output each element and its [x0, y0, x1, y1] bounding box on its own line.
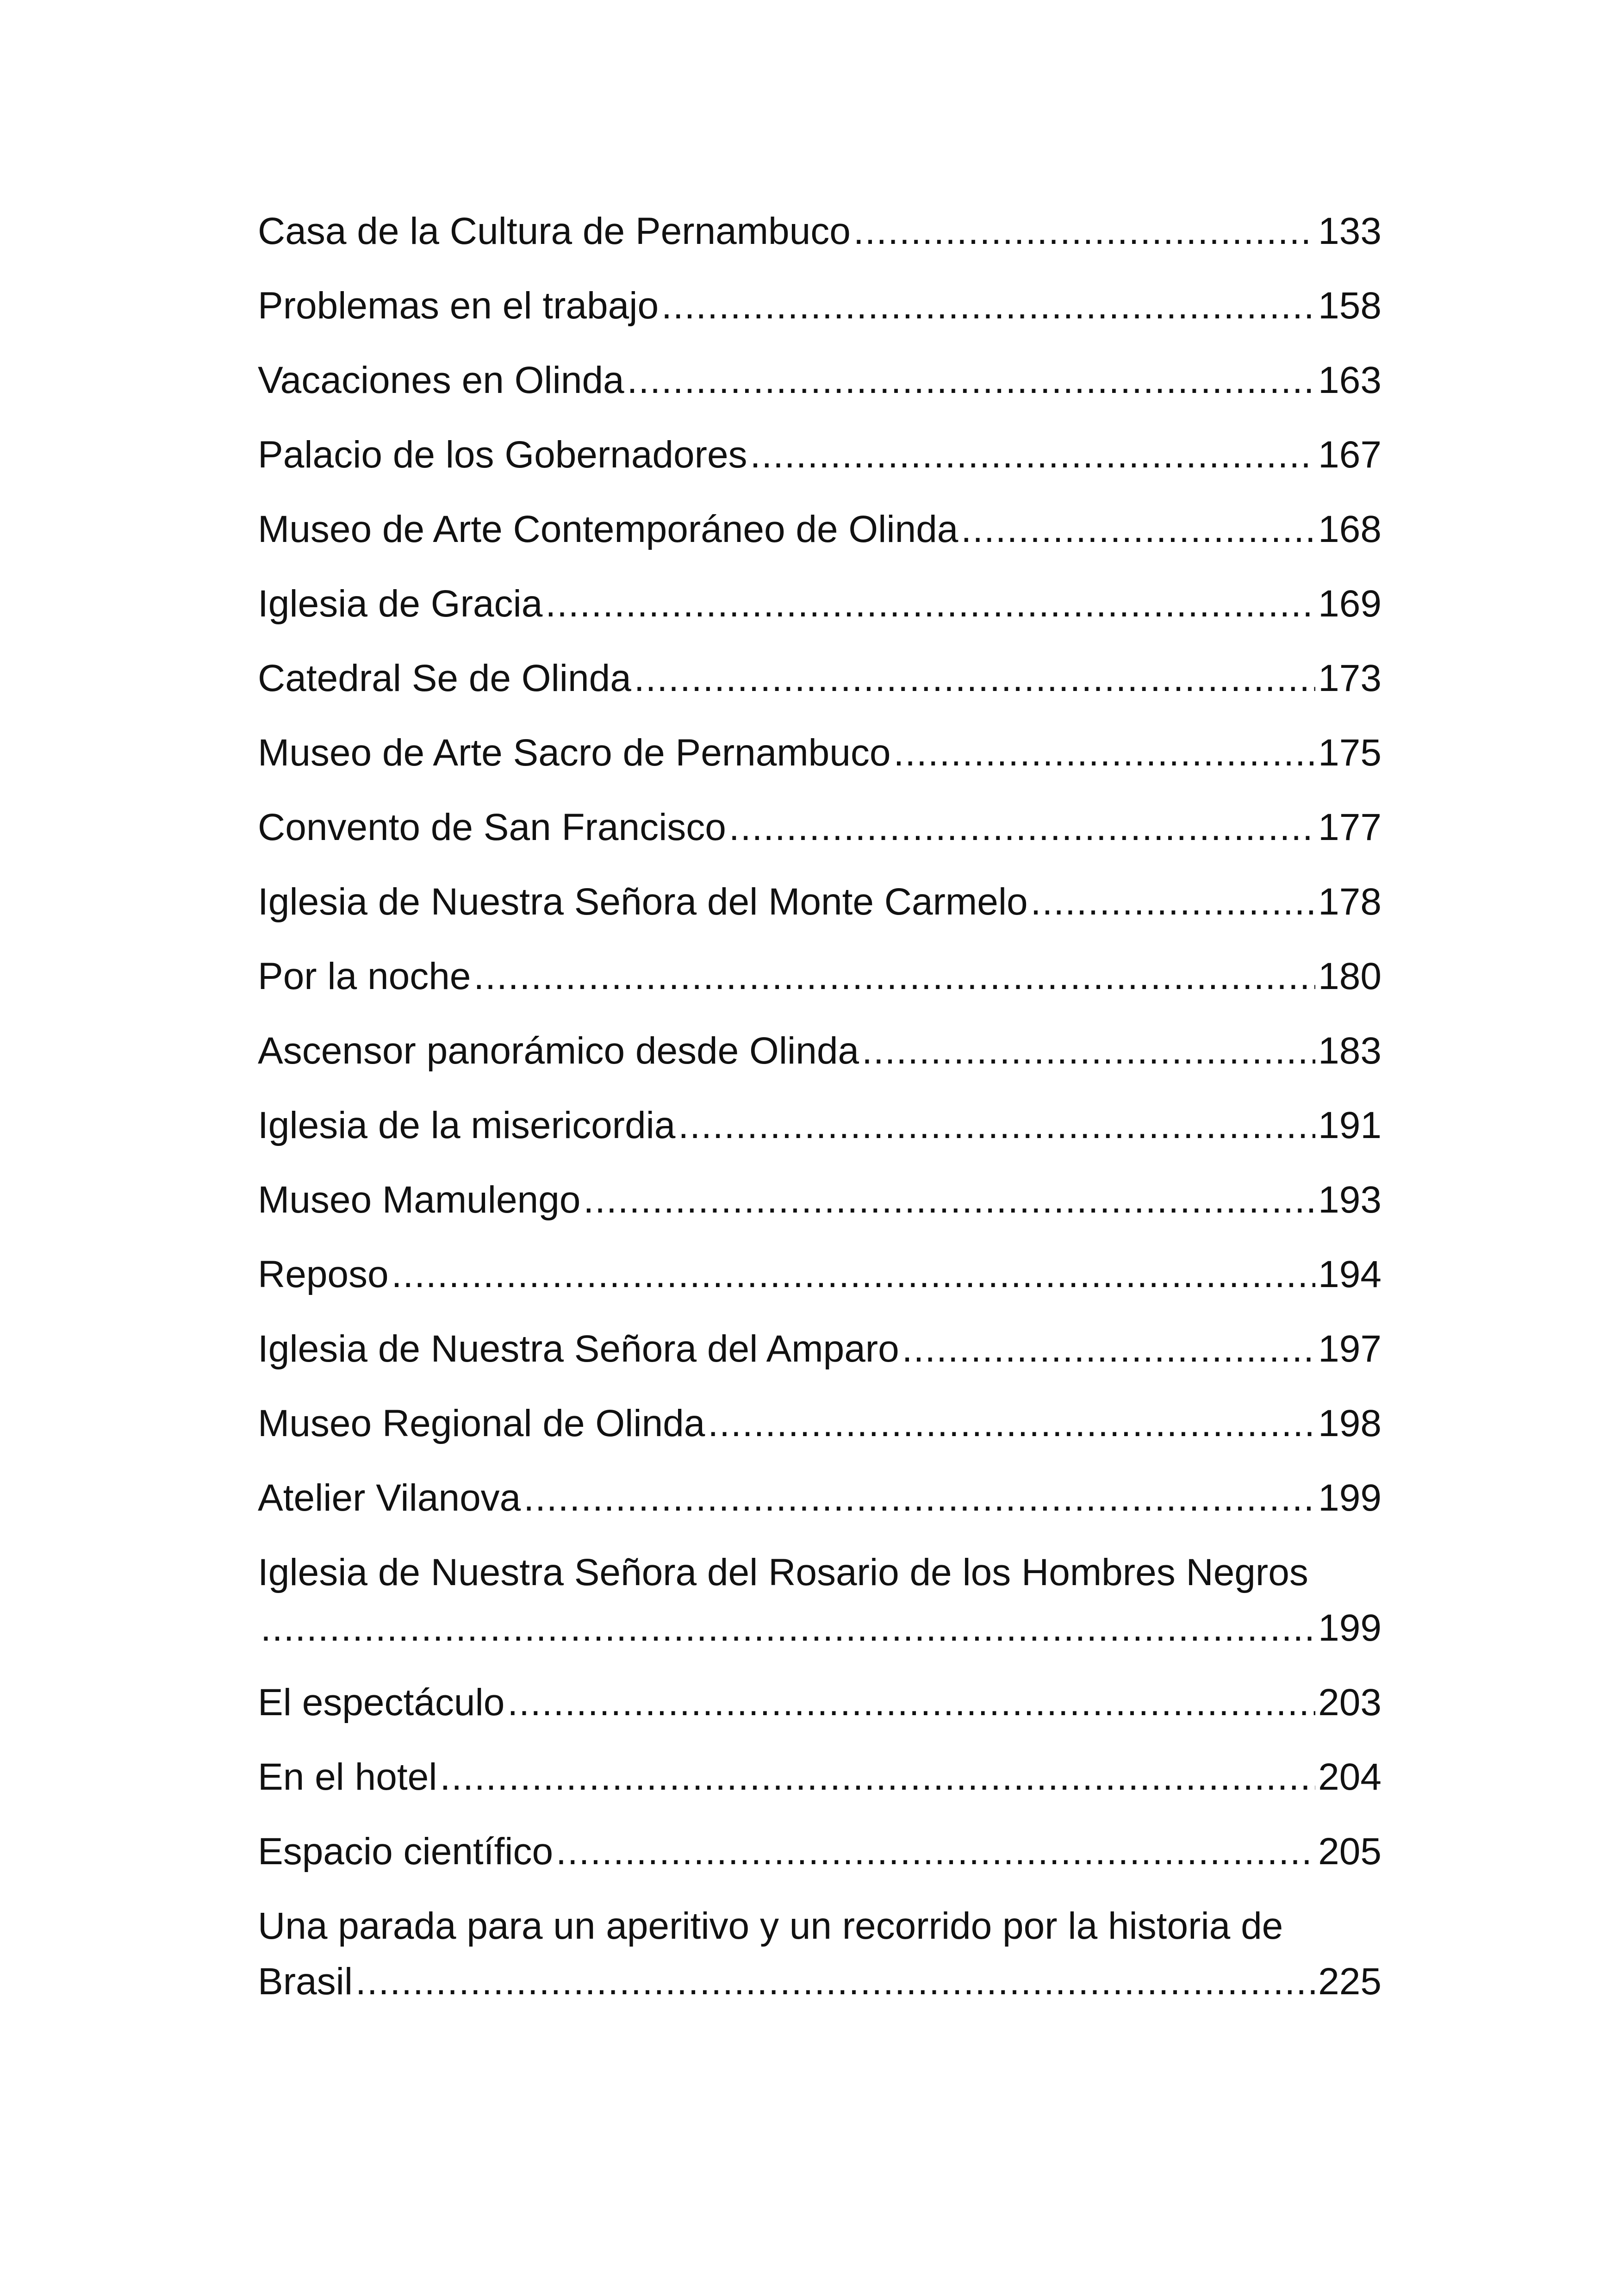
- toc-entry-page: 197: [1318, 1328, 1382, 1370]
- dot-leader: [392, 1247, 1316, 1302]
- toc-entry-title-continued: Brasil: [258, 1960, 353, 2003]
- toc-entry[interactable]: [258, 1749, 1382, 1824]
- toc-entry-title: Reposo: [258, 1253, 389, 1295]
- dot-leader: [1031, 874, 1316, 930]
- toc-entry[interactable]: [258, 651, 1382, 725]
- toc-entry-page: 183: [1318, 1030, 1382, 1072]
- dot-leader: [729, 800, 1315, 855]
- toc-entry[interactable]: [258, 1824, 1382, 1898]
- toc-entry-title: Iglesia de Nuestra Señora del Monte Carmelo: [258, 881, 1028, 923]
- toc-entry-title: Iglesia de Nuestra Señora del Rosario de los Hombres Negros: [258, 1551, 1308, 1593]
- toc-entry-title: Palacio de los Gobernadores: [258, 434, 747, 476]
- toc-entry[interactable]: [258, 949, 1382, 1023]
- toc-entry-page: 175: [1318, 732, 1382, 774]
- toc-entry[interactable]: [258, 1396, 1382, 1470]
- toc-entry-page: 198: [1318, 1402, 1382, 1444]
- toc-entry-title: Vacaciones en Olinda: [258, 359, 624, 401]
- table-of-contents: [258, 204, 1382, 2028]
- toc-entry-page: 180: [1318, 955, 1382, 997]
- toc-entry-title: Iglesia de Nuestra Señora del Amparo: [258, 1328, 899, 1370]
- toc-entry[interactable]: [258, 725, 1382, 800]
- toc-entry-page: 199: [1318, 1477, 1382, 1519]
- toc-entry[interactable]: [258, 1172, 1382, 1247]
- toc-entry-last-line: [258, 1954, 1382, 2010]
- toc-entry-last-line: [258, 1600, 1382, 1656]
- toc-entry-page: 203: [1318, 1681, 1382, 1724]
- toc-entry-page: 194: [1318, 1253, 1382, 1295]
- toc-entry-title: Una parada para un aperitivo y un recorrido por la historia de: [258, 1905, 1283, 1947]
- toc-entry-title: Espacio científico: [258, 1830, 554, 1873]
- toc-entry-title: Atelier Vilanova: [258, 1477, 521, 1519]
- dot-leader: [507, 1675, 1315, 1730]
- toc-entry-page: 178: [1318, 881, 1382, 923]
- dot-leader: [678, 1098, 1315, 1153]
- toc-entry[interactable]: [258, 1247, 1382, 1321]
- toc-entry[interactable]: [258, 1023, 1382, 1098]
- dot-leader: [661, 278, 1315, 334]
- toc-entry-multiline[interactable]: [258, 1545, 1382, 1656]
- toc-entry-title: Catedral Se de Olinda: [258, 657, 631, 699]
- toc-entry[interactable]: [258, 353, 1382, 427]
- toc-entry[interactable]: [258, 427, 1382, 502]
- toc-entry[interactable]: [258, 1675, 1382, 1749]
- dot-leader: [634, 651, 1315, 706]
- toc-entry-title: Museo Regional de Olinda: [258, 1402, 705, 1444]
- toc-entry-multiline[interactable]: [258, 1898, 1382, 2010]
- toc-entry[interactable]: [258, 502, 1382, 576]
- toc-entry-page: 225: [1318, 1960, 1382, 2003]
- toc-entry-page: 168: [1318, 508, 1382, 550]
- dot-leader: [440, 1749, 1316, 1805]
- toc-entry[interactable]: [258, 1321, 1382, 1396]
- dot-leader: [583, 1172, 1315, 1228]
- toc-entry-title: Museo de Arte Sacro de Pernambuco: [258, 732, 891, 774]
- dot-leader: [261, 1600, 1315, 1656]
- dot-leader: [627, 353, 1316, 408]
- toc-entry-page: 191: [1318, 1104, 1382, 1146]
- dot-leader: [708, 1396, 1315, 1451]
- toc-entry[interactable]: [258, 1470, 1382, 1545]
- toc-entry-title: Convento de San Francisco: [258, 806, 726, 848]
- toc-entry-page: 133: [1318, 210, 1382, 252]
- dot-leader: [556, 1824, 1315, 1879]
- dot-leader: [545, 576, 1315, 632]
- dot-leader: [862, 1023, 1315, 1079]
- toc-entry-page: 169: [1318, 583, 1382, 625]
- toc-entry-page: 163: [1318, 359, 1382, 401]
- toc-entry-title: Casa de la Cultura de Pernambuco: [258, 210, 851, 252]
- dot-leader: [523, 1470, 1315, 1526]
- toc-entry-title: Por la noche: [258, 955, 471, 997]
- toc-entry-page: 158: [1318, 285, 1382, 327]
- dot-leader: [893, 725, 1315, 781]
- toc-entry[interactable]: [258, 874, 1382, 949]
- dot-leader: [355, 1954, 1315, 2010]
- dot-leader: [961, 502, 1315, 557]
- toc-entry-page: 173: [1318, 657, 1382, 699]
- toc-entry-title: Museo Mamulengo: [258, 1179, 581, 1221]
- dot-leader: [473, 949, 1315, 1004]
- toc-entry[interactable]: [258, 204, 1382, 278]
- toc-entry-title: Museo de Arte Contemporáneo de Olinda: [258, 508, 958, 550]
- toc-entry-title: En el hotel: [258, 1756, 437, 1798]
- toc-entry[interactable]: [258, 278, 1382, 353]
- toc-entry-title: Iglesia de la misericordia: [258, 1104, 676, 1146]
- toc-entry-page: 205: [1318, 1830, 1382, 1873]
- toc-entry[interactable]: [258, 1098, 1382, 1172]
- toc-entry-page: 193: [1318, 1179, 1382, 1221]
- toc-entry-page: 199: [1318, 1607, 1382, 1649]
- toc-entry-page: 167: [1318, 434, 1382, 476]
- toc-entry-page: 204: [1318, 1756, 1382, 1798]
- dot-leader: [853, 204, 1315, 259]
- toc-entry[interactable]: [258, 576, 1382, 651]
- dot-leader: [902, 1321, 1315, 1377]
- toc-entry-title: Ascensor panorámico desde Olinda: [258, 1030, 859, 1072]
- dot-leader: [750, 427, 1316, 483]
- toc-entry-title: Problemas en el trabajo: [258, 285, 659, 327]
- toc-entry[interactable]: [258, 800, 1382, 874]
- toc-entry-title: Iglesia de Gracia: [258, 583, 543, 625]
- toc-entry-page: 177: [1318, 806, 1382, 848]
- toc-entry-title: El espectáculo: [258, 1681, 505, 1724]
